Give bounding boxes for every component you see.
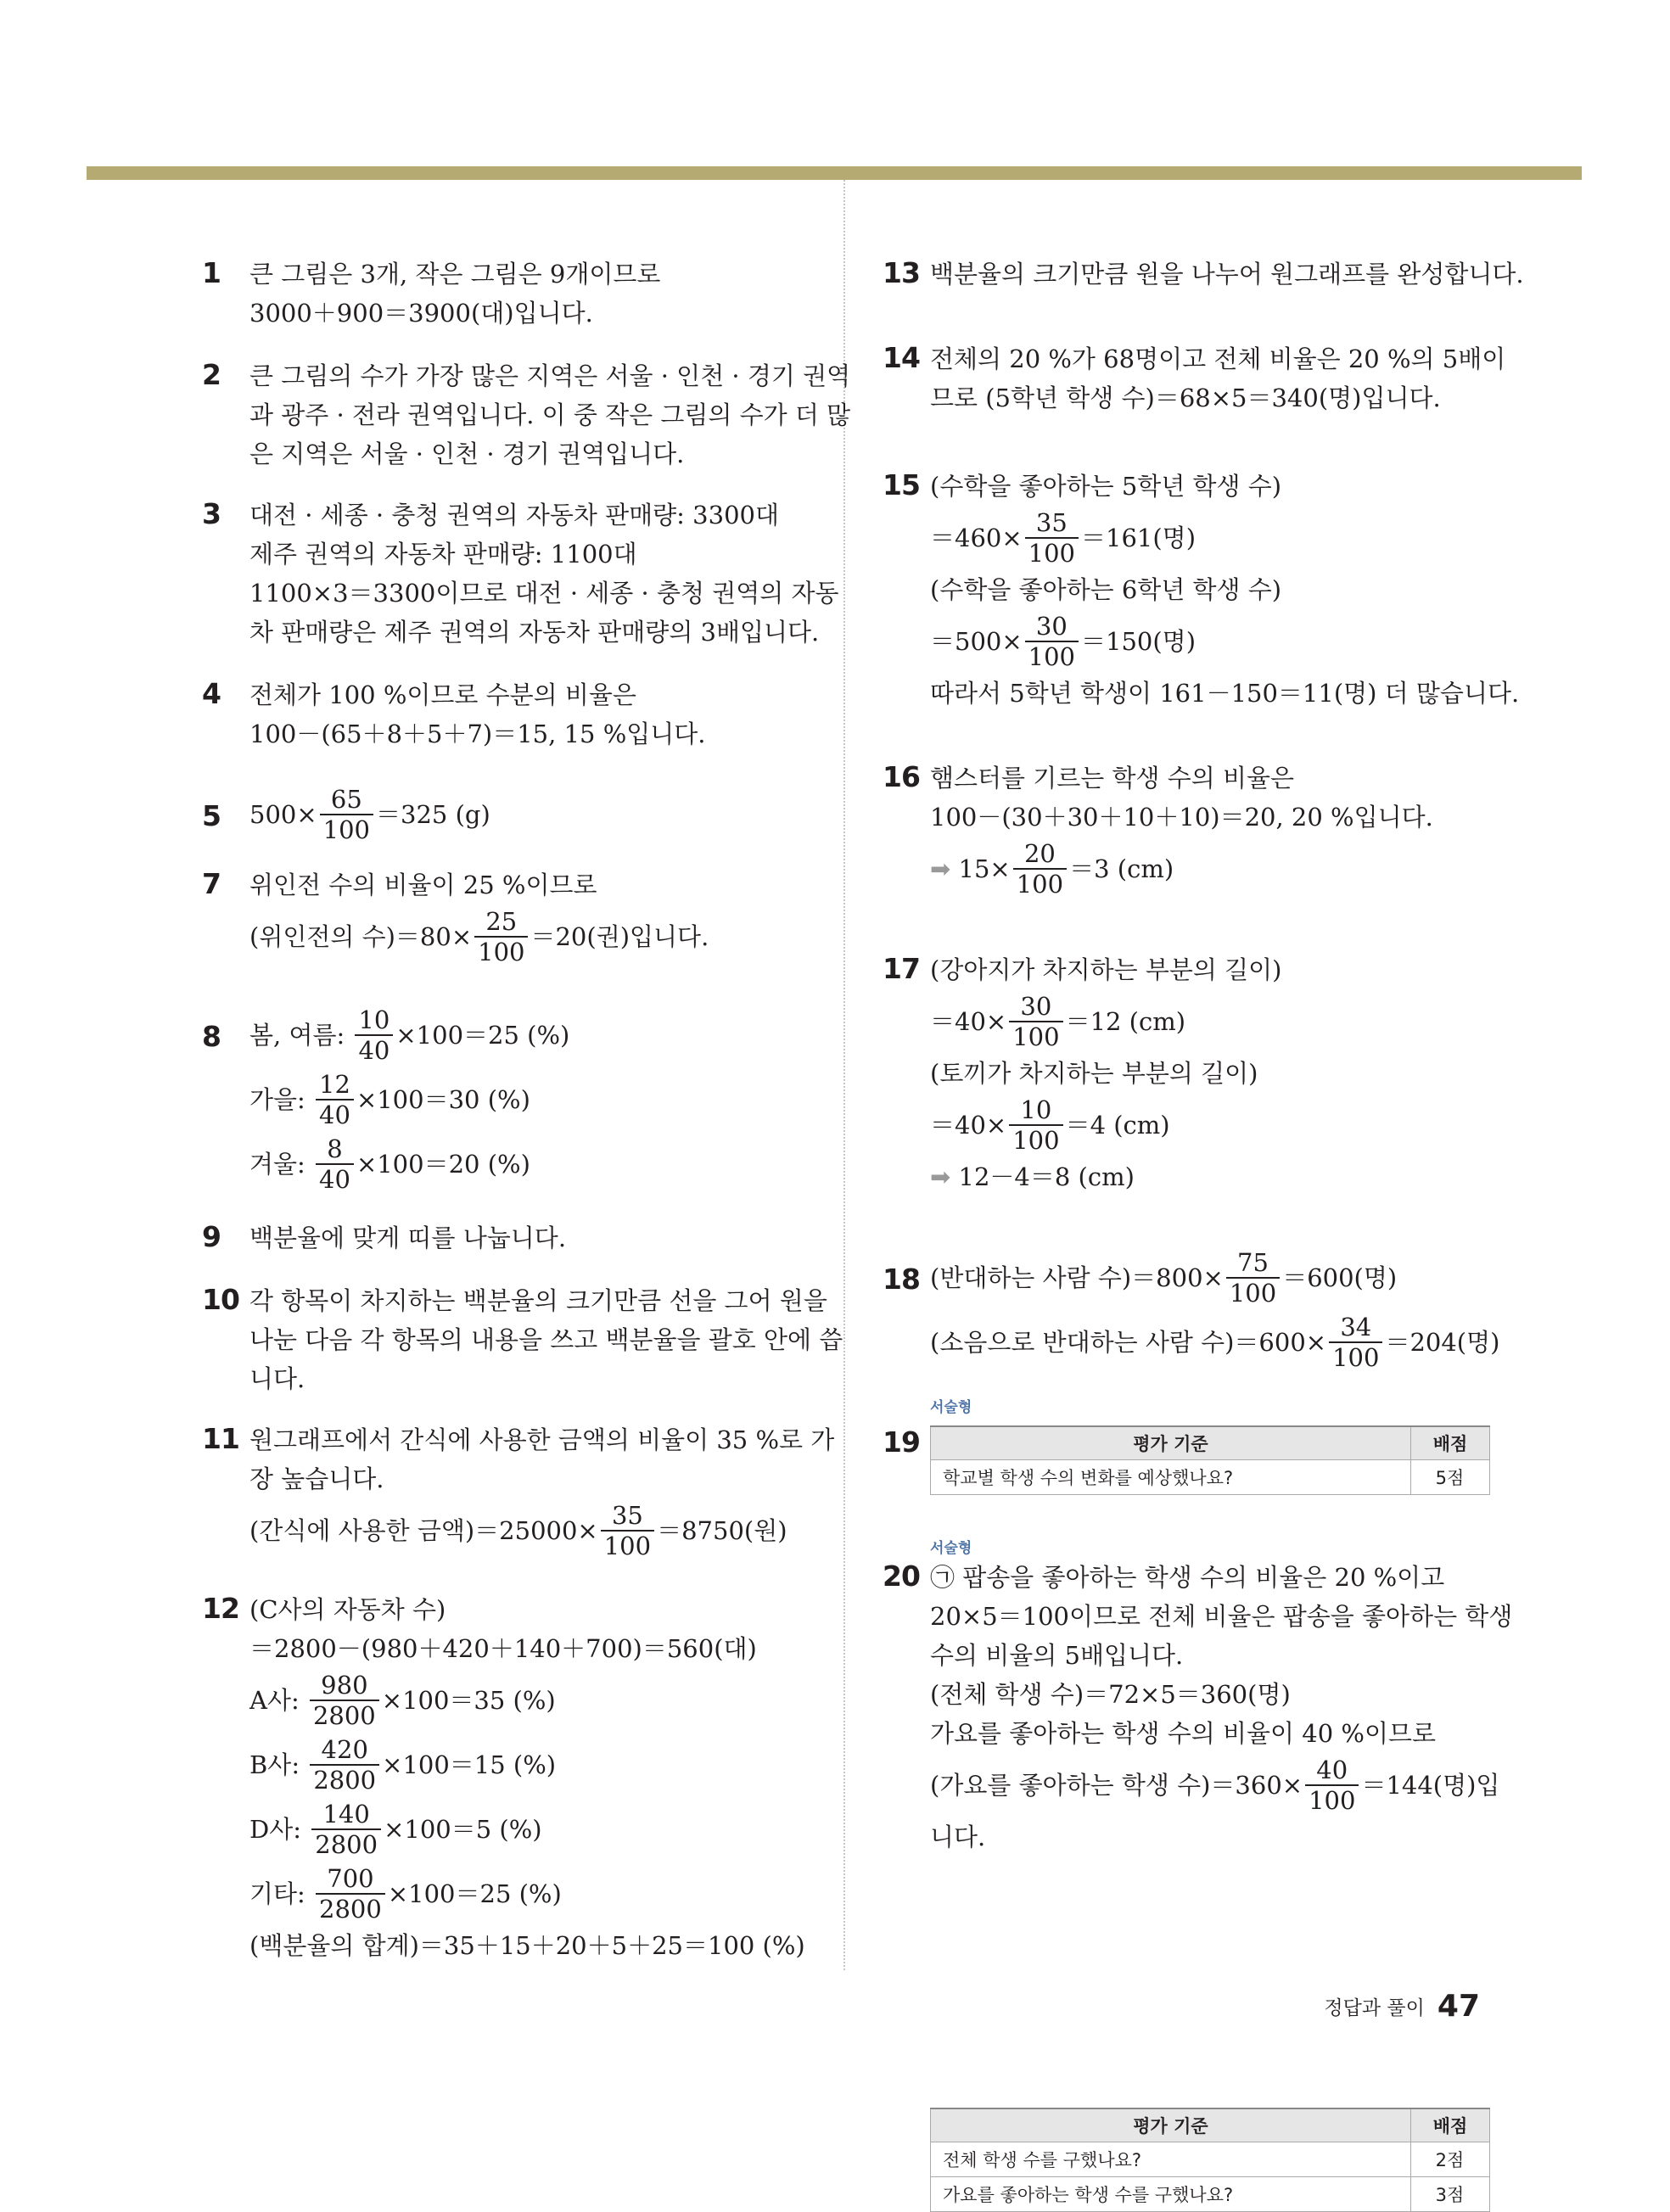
fraction [316,1864,385,1924]
denominator: 2800 [310,1700,379,1730]
denominator: 40 [316,1163,354,1194]
expr-text: ×100＝35 (%) [381,1686,556,1715]
numerator: 65 [330,785,362,814]
expr-text: (반대하는 사람 수)＝800× [930,1263,1224,1292]
denominator: 100 [474,936,528,966]
expr-text: ×100＝25 (%) [395,1021,570,1050]
expr-text: 15× [950,854,1011,883]
fraction [1226,1248,1280,1308]
math-line [930,1753,1500,1817]
text-line: (수학을 좋아하는 6학년 학생 수) [930,575,1282,604]
expr-text: ＝12 (cm) [1065,1007,1186,1036]
header-bar [87,166,1582,180]
expr-text: ×100＝5 (%) [384,1815,542,1844]
text-line: 전체가 100 %이므로 수분의 비율은 [249,680,636,709]
fraction [474,907,528,966]
math-line [249,1132,813,1196]
fraction [1025,508,1079,568]
problem-number: 8 [202,1020,221,1053]
expr-text: ×100＝20 (%) [356,1150,530,1179]
expr-text: (가요를 좋아하는 학생 수)＝360× [930,1771,1303,1800]
fraction [310,1735,379,1795]
math-line [249,782,813,847]
fraction [1013,839,1067,899]
grading-table [930,2108,1490,2212]
math-line [930,609,1493,674]
expr-text: (간식에 사용한 금액)＝25000× [249,1516,598,1545]
expr-text: ＝161(명) [1081,524,1196,552]
text-line: (C사의 자동차 수) [249,1595,446,1624]
text-line: ＝2800－(980＋420＋140＋700)＝560(대) [249,1634,757,1663]
problem-number: 2 [202,358,221,391]
numerator: 25 [485,907,518,936]
math-line [930,837,1493,901]
problem-number: 10 [202,1283,239,1316]
fraction [320,785,373,844]
criteria-header: 평가 기준 [931,2108,1411,2142]
numerator: 35 [611,1501,643,1530]
text-line: (토끼가 차지하는 부분의 길이) [930,1059,1258,1088]
text-line: 원그래프에서 간식에 사용한 금액의 비율이 35 %로 가 [249,1425,835,1454]
expr-text: ＝150(명) [1081,627,1196,656]
expr-text: (소음으로 반대하는 사람 수)＝600× [930,1328,1327,1357]
problem-number: 12 [202,1592,239,1625]
math-line [930,1246,1493,1310]
problem-number: 14 [883,341,920,374]
expr-text: 기타: [249,1879,314,1908]
math-line [249,1862,813,1926]
text-line: 과 광주 · 전라 권역입니다. 이 중 작은 그림의 수가 더 많 [249,400,851,429]
table-row [931,2142,1490,2177]
expr-text: ×100＝15 (%) [382,1750,557,1779]
essay-tag: 서술형 [930,1399,972,1416]
math-line [249,1067,813,1132]
fraction [310,1671,379,1730]
text-line: 차 판매량은 제주 권역의 자동차 판매량의 3배입니다. [249,618,820,647]
text-line: 수의 비율의 5배입니다. [930,1641,1184,1670]
problem-number: 1 [202,256,221,289]
fraction [1009,992,1062,1051]
text-line: (강아지가 차지하는 부분의 길이) [930,955,1282,984]
footer-label: 정답과 풀이 [1324,1997,1425,2019]
expr-text: (위인전의 수)＝80× [249,922,473,951]
points-header: 배점 [1411,1426,1490,1460]
criteria-cell: 전체 학생 수를 구했나요? [931,2142,1411,2177]
page-number: 47 [1437,1989,1480,2024]
numerator: 8 [327,1134,343,1163]
arrow-right-icon: ➡ [930,854,951,883]
problem-number: 16 [883,760,920,793]
fraction [1009,1095,1062,1155]
expr-text: ＝40× [930,1007,1007,1036]
denominator: 100 [320,814,373,844]
points-header: 배점 [1411,2108,1490,2142]
expr-text: ＝460× [930,524,1023,552]
text-line: 100－(65＋8＋5＋7)＝15, 15 %입니다. [249,720,706,748]
math-line [249,904,813,969]
problem-number: 7 [202,867,221,900]
denominator: 100 [1013,868,1067,899]
math-line [249,1797,813,1862]
text-line: 큰 그림의 수가 가장 많은 지역은 서울 · 인천 · 경기 권역 [249,361,851,390]
text-line: 따라서 5학년 학생이 161－150＝11(명) 더 많습니다. [930,679,1520,708]
numerator: 30 [1020,992,1052,1021]
text-line: 백분율에 맞게 띠를 나눕니다. [249,1224,567,1252]
problem-number: 15 [883,468,920,501]
problem-number: 9 [202,1220,221,1253]
fraction [316,1070,354,1129]
text-line: 전체의 20 %가 68명이고 전체 비율은 20 %의 5배이 [930,344,1506,373]
expr-text: ＝4 (cm) [1065,1111,1170,1140]
denominator: 100 [1025,641,1079,671]
text-line: 니다. [249,1364,305,1393]
problem-number: 5 [202,799,221,832]
text-line: 20×5＝100이므로 전체 비율은 팝송을 좋아하는 학생 [930,1602,1513,1631]
expr-text: D사: [249,1815,310,1844]
expr-text: 500× [249,800,317,829]
expr-text: ×100＝25 (%) [387,1879,562,1908]
problem-number: 4 [202,677,221,710]
numerator: 10 [358,1005,390,1034]
text-line: 므로 (5학년 학생 수)＝68×5＝340(명)입니다. [930,384,1441,412]
math-line [249,1003,813,1067]
denominator: 100 [1305,1784,1359,1815]
points-cell: 3점 [1411,2177,1490,2212]
math-line [930,1310,1500,1375]
expr-text: 겨울: [249,1150,314,1179]
text-line: 3000＋900＝3900(대)입니다. [249,299,593,328]
numerator: 980 [321,1671,368,1700]
problem-number: 20 [883,1560,920,1593]
problem-number: 17 [883,952,920,985]
criteria-header: 평가 기준 [931,1426,1411,1460]
fraction [316,1134,354,1194]
text-line: 니다. [930,1823,986,1851]
fraction [1329,1313,1382,1372]
denominator: 2800 [310,1764,379,1795]
fraction [1025,612,1079,671]
numerator: 34 [1340,1313,1372,1341]
numerator: 20 [1023,839,1056,868]
expr-text: 봄, 여름: [249,1021,353,1050]
text-line: (백분율의 합계)＝35＋15＋20＋5＋25＝100 (%) [249,1931,805,1960]
math-line [930,1093,1493,1157]
expr-text: ＝144(명)입 [1361,1771,1500,1800]
arrow-right-icon: ➡ [930,1162,951,1191]
column-divider [843,180,845,1970]
numerator: 35 [1035,508,1068,537]
essay-tag: 서술형 [930,1540,972,1557]
math-line [249,1668,813,1733]
numerator: 75 [1237,1248,1269,1277]
text-line: 각 항목이 차지하는 백분율의 크기만큼 선을 그어 원을 [249,1286,827,1315]
text-line: 제주 권역의 자동차 판매량: 1100대 [249,540,637,568]
denominator: 40 [316,1099,354,1129]
numerator: 12 [319,1070,350,1099]
expr-text: 가을: [249,1085,314,1114]
math-line [249,1498,813,1563]
expr-text: ＝600(명) [1282,1263,1398,1292]
text-line: 1100×3＝3300이므로 대전 · 세종 · 충청 권역의 자동 [249,579,839,608]
fraction [601,1501,654,1560]
numerator: 30 [1035,612,1068,641]
text-line: 장 높습니다. [249,1464,384,1493]
text-line: 백분율의 크기만큼 원을 나누어 원그래프를 완성합니다. [930,260,1524,288]
denominator: 100 [1009,1124,1062,1155]
expr-text: ＝500× [930,627,1023,656]
table-row [931,1460,1490,1495]
expr-text: B사: [249,1750,308,1779]
denominator: 100 [601,1530,654,1560]
text-line: 대전 · 세종 · 충청 권역의 자동차 판매량: 3300대 [249,501,779,529]
text-line: 큰 그림은 3개, 작은 그림은 9개이므로 [249,260,661,288]
denominator: 2800 [311,1828,381,1859]
criteria-cell: 가요를 좋아하는 학생 수를 구했나요? [931,2177,1411,2212]
page-footer [1324,1989,1480,2024]
expr-text: ＝8750(원) [657,1516,787,1545]
text-line: (전체 학생 수)＝72×5＝360(명) [930,1680,1291,1709]
text-line: 위인전 수의 비율이 25 %이므로 [249,871,597,899]
text-line: 100－(30＋30＋10＋10)＝20, 20 %입니다. [930,803,1433,832]
math-line [930,989,1493,1054]
expr-text: ＝40× [930,1111,1007,1140]
denominator: 40 [355,1034,393,1065]
text-line: ㉠ 팝송을 좋아하는 학생 수의 비율은 20 %이고 [930,1563,1445,1592]
denominator: 100 [1329,1341,1382,1372]
text-line: 은 지역은 서울 · 인천 · 경기 권역입니다. [249,440,685,468]
math-line [249,1733,813,1797]
text-line: 햄스터를 기르는 학생 수의 비율은 [930,764,1295,792]
math-line [930,506,1493,570]
denominator: 2800 [316,1893,385,1924]
problem-number: 19 [883,1425,920,1459]
expr-text: ×100＝30 (%) [356,1085,530,1114]
text-line: 나눈 다음 각 항목의 내용을 쓰고 백분율을 괄호 안에 씁 [249,1325,843,1354]
fraction [1305,1756,1359,1815]
problem-number: 18 [883,1263,920,1296]
fraction [311,1800,381,1859]
text-line: 가요를 좋아하는 학생 수의 비율이 40 %이므로 [930,1719,1437,1748]
text-line: (수학을 좋아하는 5학년 학생 수) [930,472,1282,501]
numerator: 40 [1316,1756,1348,1784]
grading-table [930,1425,1490,1495]
problem-number: 3 [202,497,221,530]
denominator: 100 [1009,1021,1062,1051]
criteria-cell: 학교별 학생 수의 변화를 예상했나요? [931,1460,1411,1495]
denominator: 100 [1025,537,1079,568]
denominator: 100 [1226,1277,1280,1308]
numerator: 420 [321,1735,368,1764]
numerator: 140 [322,1800,370,1828]
table-row [931,2177,1490,2212]
fraction [355,1005,393,1065]
expr-text: 12－4＝8 (cm) [950,1162,1135,1191]
points-cell: 5점 [1411,1460,1490,1495]
expr-text: ＝20(권)입니다. [530,922,709,951]
points-cell: 2점 [1411,2142,1490,2177]
numerator: 10 [1020,1095,1052,1124]
expr-text: ＝3 (cm) [1069,854,1174,883]
problem-number: 13 [883,256,920,289]
expr-text: A사: [249,1686,307,1715]
numerator: 700 [327,1864,374,1893]
expr-text: ＝204(명) [1385,1328,1500,1357]
math-line [930,1157,1493,1196]
expr-text: ＝325 (g) [376,800,490,829]
problem-number: 11 [202,1422,239,1455]
